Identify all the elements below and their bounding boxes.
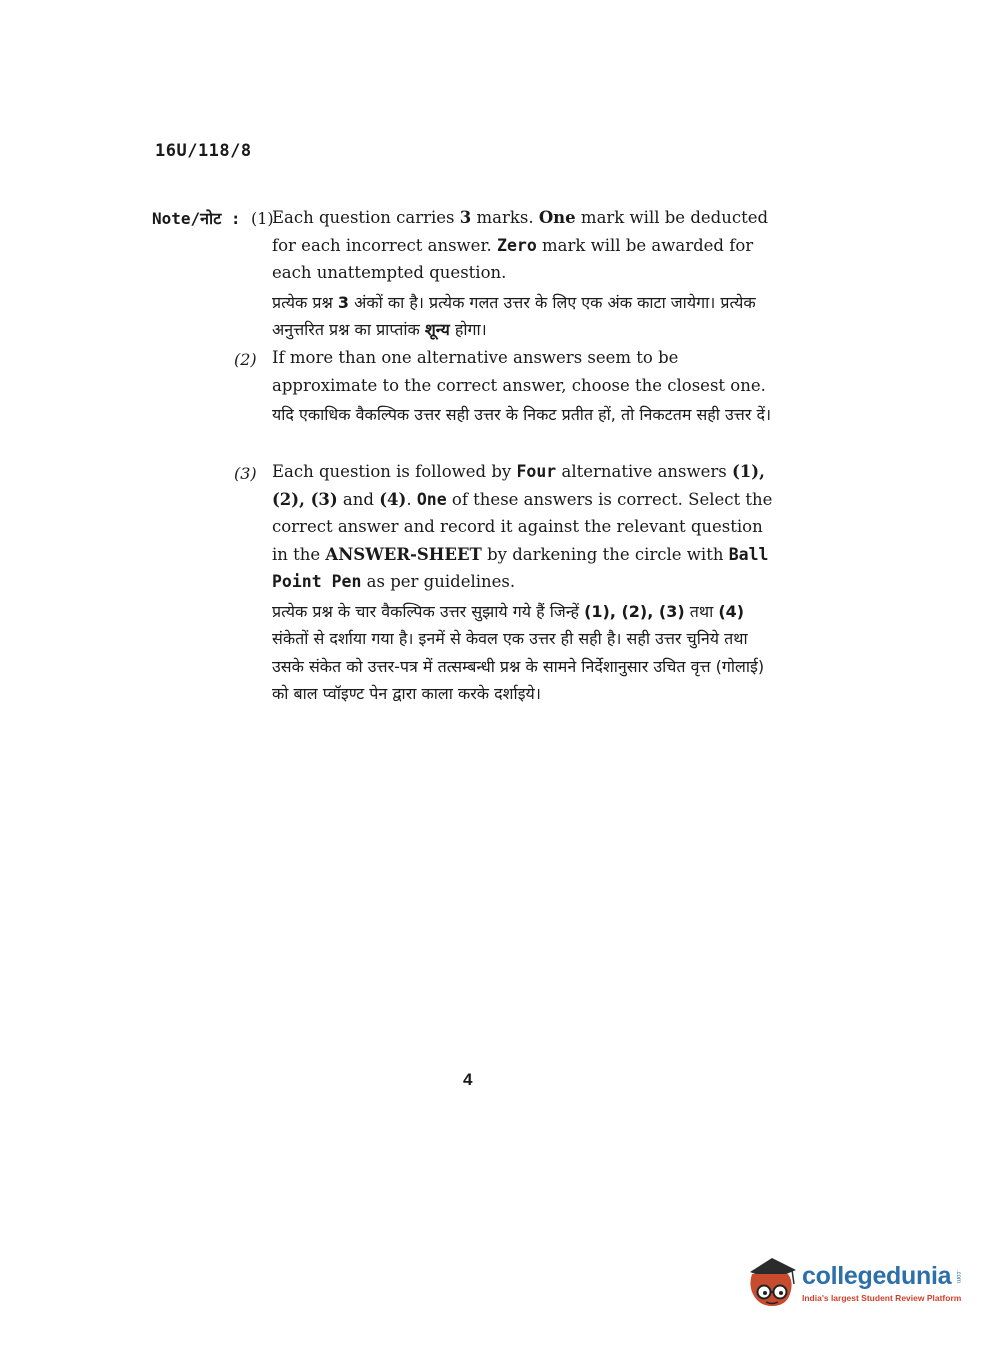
text-run: Each question carries [272,208,460,227]
note-item-1-hindi [272,289,774,344]
text-run: mark will be awarded for each unattempted question. [272,235,754,282]
note-item-2-hindi [272,401,774,429]
text-run: by darkening the circle with [481,544,729,564]
note-item-3-hindi [272,598,774,708]
text-run: as per guidelines. [361,572,516,591]
mascot-logo-icon [742,1252,800,1310]
bold-text: शून्य [424,320,450,339]
emphasis-text: Zero [497,235,537,255]
text-run: and [337,489,380,509]
text-run: marks. [471,208,539,227]
collegedunia-logo [742,1252,972,1312]
note-item-3 [272,458,774,708]
text-run: तथा [684,601,719,621]
logo-domain-suffix: .com [955,1270,961,1284]
text-run: यदि एकाधिक वैकल्पिक उत्तर सही उत्तर के निकट प्रतीत हों, तो निकटतम सही उत्तर दें। [272,405,772,424]
note-item-1-english [272,204,774,287]
text-run: . [406,489,417,509]
text-run: अंकों का है। प्रत्येक गलत उत्तर के लिए एक अंक काटा जायेगा। प्रत्येक अनुत्तरित प्रश्न का प्राप्तांक [272,292,756,339]
logo-tagline: India's largest Student Review Platform [802,1293,962,1303]
bold-text: (1), (2), (3) [584,601,685,621]
note-item-2-english [272,344,774,399]
bold-text: 3 [459,208,472,227]
text-run: alternative answers [556,462,732,481]
note-item-2 [272,344,774,429]
bold-text: One [538,208,576,227]
bold-text: (1), (2), (3) [272,462,765,509]
text-run: प्रत्येक प्रश्न के चार वैकल्पिक उत्तर सुझाये गये हैं जिन्हें [272,601,585,621]
text-run: If more than one alternative answers seem to be approximate to the correct answer, choose the closest one. [272,348,766,395]
text-run: Each question is followed by [272,462,517,481]
emphasis-text: One [416,489,447,509]
text-run: होगा। [449,320,487,339]
note-item-1 [272,204,774,344]
emphasis-text: Four [516,462,557,481]
text-run: प्रत्येक प्रश्न [272,292,338,312]
text-run: mark will be deducted for each incorrect answer. [272,208,769,255]
logo-wordmark: collegedunia [802,1262,952,1290]
bold-text: (4) [379,489,407,509]
bold-text: 3 [337,292,350,312]
paper-code: 16U/118/8 [155,141,252,161]
bold-text: (4) [718,601,745,621]
note-item-3-number: (3) [234,464,257,483]
text-run: of these answers is correct. Select the correct answer and record it against the relevant question in the [272,489,773,564]
text-run: संकेतों से दर्शाया गया है। इनमें से केवल एक उत्तर ही सही है। सही उत्तर चुनिये तथा उसके संकेत को उत्तर-पत्र में तत्सम्बन्धी प्रश्न के सामने निर्देशानुसार उचित वृत्त (गोलाई) को बाल प्वॉइण्ट पेन द्वारा काला करके दर्शाइये। [272,629,765,703]
page-number: 4 [463,1070,473,1089]
note-item-1-number: (1) [251,209,274,228]
note-item-3-english [272,458,774,596]
note-label: Note/नोट : [152,209,241,228]
bold-text: ANSWER-SHEET [325,544,482,564]
emphasis-text: Ball Point Pen [272,544,769,591]
note-item-2-number: (2) [234,350,257,369]
